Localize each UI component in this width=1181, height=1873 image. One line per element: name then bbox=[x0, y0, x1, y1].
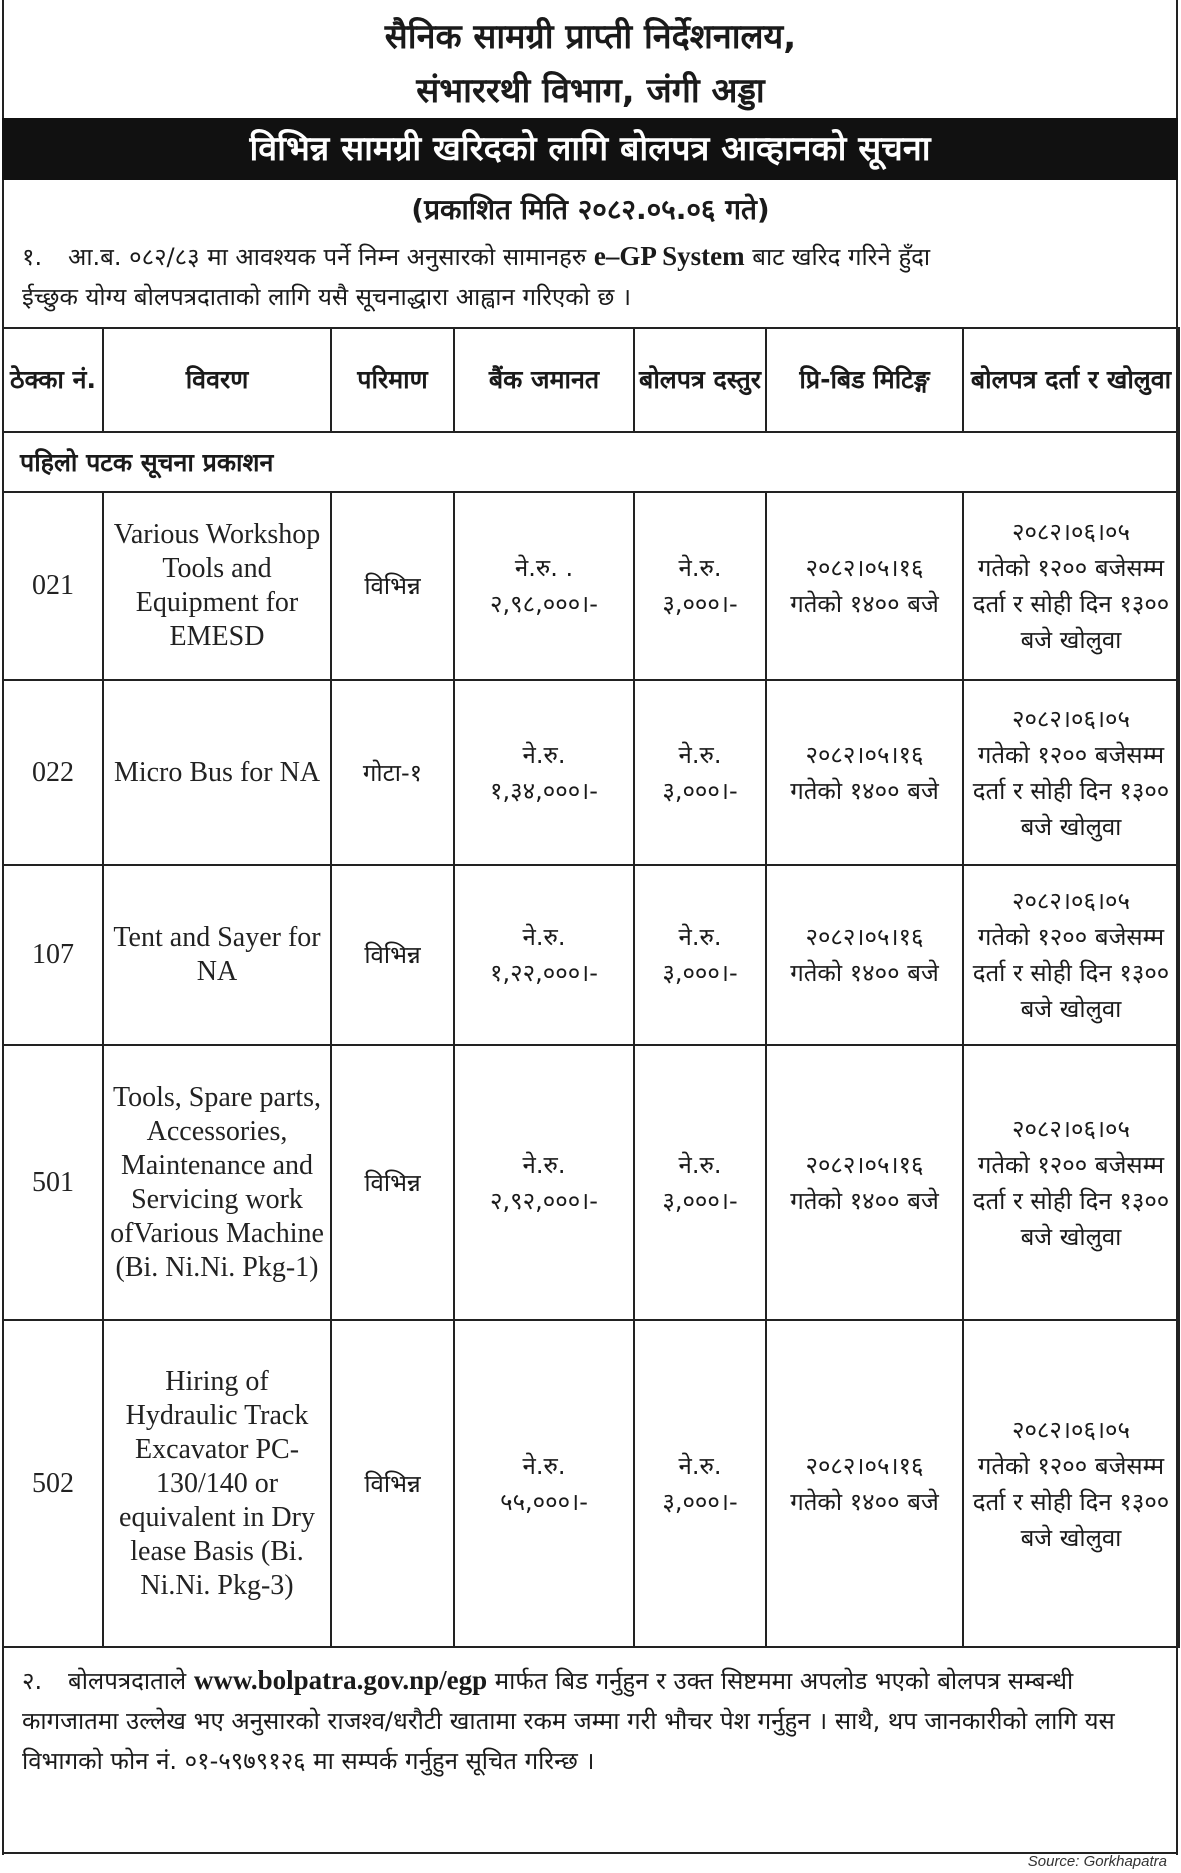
guarantee-prefix: ने.रु. . bbox=[514, 554, 574, 582]
footer-paragraph bbox=[22, 1660, 1162, 1781]
guarantee-amount: २,९८,०००।- bbox=[490, 590, 598, 618]
table-row bbox=[3, 1045, 1179, 1320]
egp-system-name: e–GP System bbox=[593, 241, 745, 271]
prebid-date: २०८२।०५।१६ bbox=[805, 1150, 924, 1179]
opening-time: गतेको १२०० बजेसम्म दर्ता र सोही दिन १३०० बजे खोलुवा bbox=[972, 740, 1170, 841]
guarantee-prefix: ने.रु. bbox=[522, 740, 566, 769]
item-description: Hiring of Hydraulic Track Excavator PC-130/140 or equivalent in Dry lease Basis (Bi. Ni.Ni. Pkg-3) bbox=[103, 1320, 331, 1647]
bottom-rule bbox=[2, 1852, 1178, 1854]
published-date: (प्रकाशित मिति २०८२.०५.०६ गते) bbox=[411, 193, 770, 226]
header-pre-bid: प्रि-बिड मिटिङ्ग bbox=[766, 328, 963, 432]
prebid-date: २०८२।०५।१६ bbox=[805, 1451, 924, 1480]
footer-number: २. bbox=[22, 1667, 43, 1695]
header-quantity: परिमाण bbox=[331, 328, 454, 432]
prebid-time: गतेको १४०० बजे bbox=[790, 1186, 939, 1215]
tender-no: 021 bbox=[3, 492, 103, 680]
section-row bbox=[3, 432, 1179, 492]
fee-prefix: ने.रु. bbox=[678, 740, 722, 769]
footer-text-before: बोलपत्रदाताले bbox=[68, 1667, 187, 1695]
fee-amount: ३,०००।- bbox=[662, 959, 738, 987]
department-title: संभाररथी विभाग, जंगी अड्डा bbox=[416, 71, 765, 111]
prebid-date: २०८२।०५।१६ bbox=[805, 740, 924, 769]
tender-no: 022 bbox=[3, 680, 103, 865]
opening-time: गतेको १२०० बजेसम्म दर्ता र सोही दिन १३०० बजे खोलुवा bbox=[972, 1451, 1170, 1552]
item-description: Micro Bus for NA bbox=[103, 680, 331, 865]
item-quantity: विभिन्न bbox=[331, 492, 454, 680]
fee-amount: ३,०००।- bbox=[662, 1186, 738, 1215]
table-header-row bbox=[3, 328, 1179, 432]
notice-banner: विभिन्न सामग्री खरिदको लागि बोलपत्र आव्हानको सूचना bbox=[2, 118, 1178, 180]
intro-number: १. bbox=[22, 243, 43, 271]
guarantee-amount: १,३४,०००।- bbox=[490, 776, 598, 805]
fee-prefix: ने.रु. bbox=[678, 554, 722, 582]
source-credit: Source: Gorkhapatra bbox=[1027, 1853, 1167, 1870]
fee-prefix: ने.रु. bbox=[678, 1150, 722, 1179]
prebid-time: गतेको १४०० बजे bbox=[790, 1487, 939, 1516]
intro-line-2: ईच्छुक योग्य बोलपत्रदाताको लागि यसै सूचनाद्धारा आह्वान गरिएको छ । bbox=[22, 283, 632, 311]
header-tender-no: ठेक्का नं. bbox=[3, 328, 103, 432]
intro-paragraph bbox=[22, 236, 1162, 317]
opening-date: २०८२।०६।०५ bbox=[1011, 1114, 1131, 1143]
intro-text-after: बाट खरिद गरिने हुँदा bbox=[752, 243, 931, 271]
opening-date: २०८२।०६।०५ bbox=[1011, 887, 1131, 915]
item-quantity: विभिन्न bbox=[331, 1320, 454, 1647]
fee-amount: ३,०००।- bbox=[662, 590, 738, 618]
guarantee-amount: १,२२,०००।- bbox=[490, 959, 598, 987]
section-label: पहिलो पटक सूचना प्रकाशन bbox=[3, 432, 1179, 492]
table-row bbox=[3, 1320, 1179, 1647]
footer-text-after: मार्फत बिड गर्नुहुन र उक्त सिष्टममा अपलोड भएको बोलपत्र सम्बन्धी कागजातमा उल्लेख भए अनुसारको राजश्व/धरौटी खातामा रकम जम्मा गरी भौचर पेश गर्नुहुन । साथै, थप जानकारीको लागि यस विभागको फोन नं. ०१-५९७९१२६ मा सम्पर्क गर्नुहुन सूचित गरिन्छ । bbox=[22, 1667, 1115, 1775]
table-row bbox=[3, 492, 1179, 680]
guarantee-amount: २,९२,०००।- bbox=[490, 1186, 598, 1215]
opening-date: २०८२।०६।०५ bbox=[1011, 704, 1131, 733]
table-row bbox=[3, 680, 1179, 865]
guarantee-prefix: ने.रु. bbox=[522, 1150, 566, 1179]
prebid-time: गतेको १४०० बजे bbox=[790, 590, 939, 618]
header-registration-opening: बोलपत्र दर्ता र खोलुवा bbox=[963, 328, 1179, 432]
item-quantity: विभिन्न bbox=[331, 865, 454, 1045]
item-quantity: गोटा-१ bbox=[331, 680, 454, 865]
prebid-date: २०८२।०५।१६ bbox=[805, 554, 924, 582]
fee-amount: ३,०००।- bbox=[662, 1487, 738, 1516]
opening-date: २०८२।०६।०५ bbox=[1011, 1415, 1131, 1444]
tender-no: 502 bbox=[3, 1320, 103, 1647]
prebid-date: २०८२।०५।१६ bbox=[805, 923, 924, 951]
tender-no: 501 bbox=[3, 1045, 103, 1320]
directorate-title: सैनिक सामग्री प्राप्ती निर्देशनालय, bbox=[384, 17, 797, 57]
header-bank-guarantee: बैंक जमानत bbox=[454, 328, 634, 432]
header-description: विवरण bbox=[103, 328, 331, 432]
guarantee-prefix: ने.रु. bbox=[522, 923, 566, 951]
guarantee-prefix: ने.रु. bbox=[522, 1451, 566, 1480]
item-description: Tools, Spare parts, Accessories, Maintenance and Servicing work ofVarious Machine (Bi. Ni.Ni. Pkg-1) bbox=[103, 1045, 331, 1320]
opening-date: २०८२।०६।०५ bbox=[1011, 518, 1131, 546]
fee-amount: ३,०००।- bbox=[662, 776, 738, 805]
tender-no: 107 bbox=[3, 865, 103, 1045]
item-description: Various Workshop Tools and Equipment for EMESD bbox=[103, 492, 331, 680]
tender-table bbox=[2, 327, 1180, 1648]
fee-prefix: ने.रु. bbox=[678, 1451, 722, 1480]
table-row bbox=[3, 865, 1179, 1045]
item-description: Tent and Sayer for NA bbox=[103, 865, 331, 1045]
header-bid-fee: बोलपत्र दस्तुर bbox=[634, 328, 766, 432]
egp-url-link[interactable]: www.bolpatra.gov.np/egp bbox=[193, 1665, 488, 1695]
opening-time: गतेको १२०० बजेसम्म दर्ता र सोही दिन १३०० बजे खोलुवा bbox=[972, 1150, 1170, 1251]
intro-text-before: आ.ब. ०८२/८३ मा आवश्यक पर्ने निम्न अनुसारको सामानहरु bbox=[68, 243, 587, 271]
fee-prefix: ने.रु. bbox=[678, 923, 722, 951]
opening-time: गतेको १२०० बजेसम्म दर्ता र सोही दिन १३०० बजे खोलुवा bbox=[972, 554, 1170, 654]
prebid-time: गतेको १४०० बजे bbox=[790, 959, 939, 987]
item-quantity: विभिन्न bbox=[331, 1045, 454, 1320]
opening-time: गतेको १२०० बजेसम्म दर्ता र सोही दिन १३०० बजे खोलुवा bbox=[972, 923, 1170, 1023]
guarantee-amount: ५५,०००।- bbox=[500, 1487, 588, 1516]
prebid-time: गतेको १४०० बजे bbox=[790, 776, 939, 805]
